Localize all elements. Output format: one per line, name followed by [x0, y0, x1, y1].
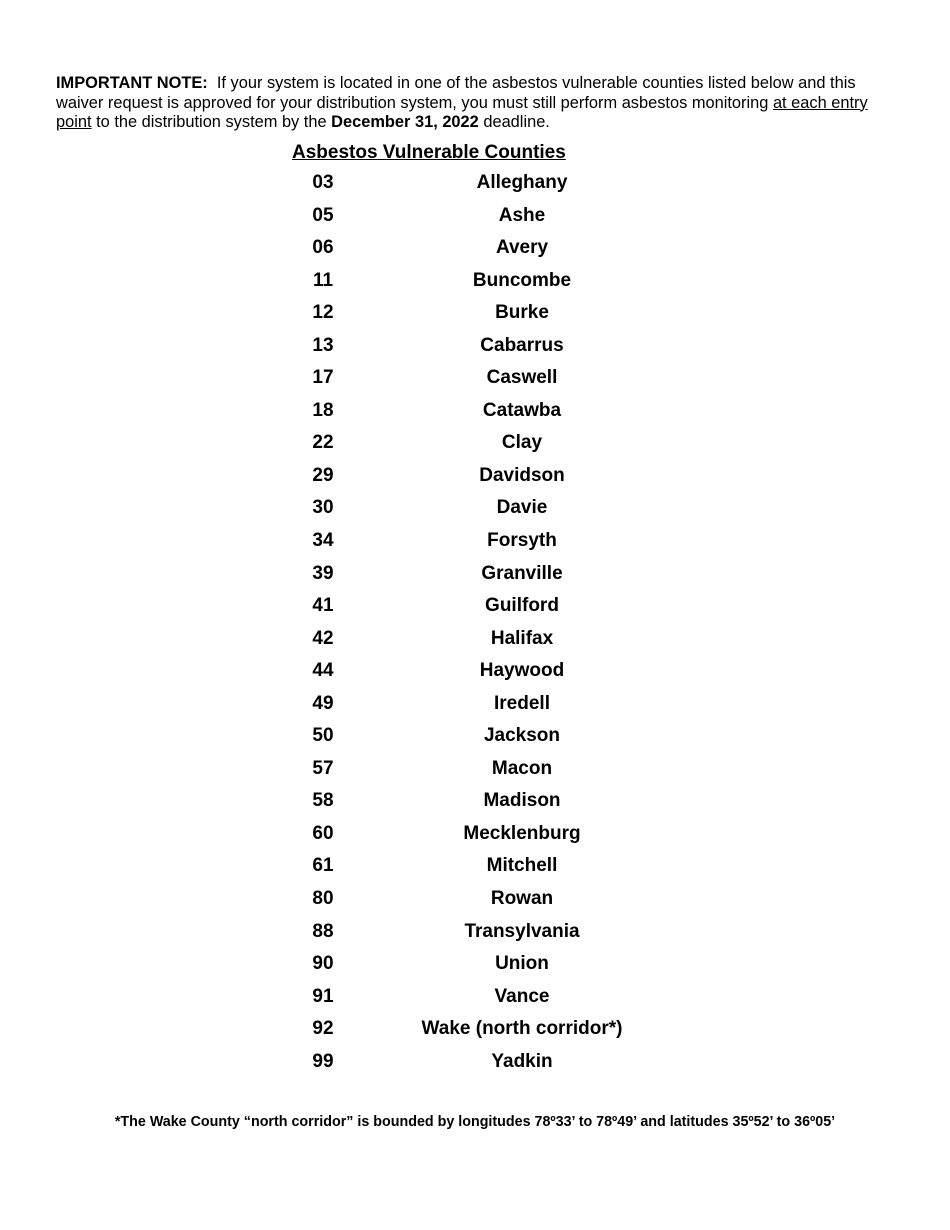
- table-row: [0, 461, 950, 494]
- table-title: Asbestos Vulnerable Counties: [292, 142, 566, 163]
- county-code: 50: [312, 725, 334, 747]
- county-name: Caswell: [486, 367, 558, 389]
- table-row: [0, 624, 950, 657]
- county-name: Rowan: [490, 888, 554, 910]
- table-row: [0, 851, 950, 884]
- county-code: 18: [312, 399, 334, 421]
- county-table: [0, 168, 950, 1079]
- county-name: Union: [495, 953, 549, 975]
- county-name: Guilford: [485, 595, 559, 617]
- table-row: [0, 689, 950, 722]
- county-code: 29: [312, 464, 334, 486]
- county-code: 22: [312, 432, 334, 454]
- county-name: Wake (north corridor*): [421, 1018, 623, 1040]
- county-name: Vance: [494, 985, 550, 1007]
- county-code: 39: [312, 562, 334, 584]
- county-name: Granville: [481, 562, 563, 584]
- county-name: Clay: [501, 432, 543, 454]
- table-row: [0, 721, 950, 754]
- table-row: [0, 201, 950, 234]
- table-row: [0, 1014, 950, 1047]
- entry-point-underlined: at each entry point: [56, 93, 868, 131]
- table-row: [0, 819, 950, 852]
- county-name: Macon: [491, 757, 553, 779]
- county-name: Transylvania: [464, 920, 580, 942]
- important-note: [56, 74, 906, 133]
- county-code: 03: [312, 172, 334, 193]
- table-row: [0, 266, 950, 299]
- table-row: [0, 754, 950, 787]
- county-code: 80: [312, 888, 334, 910]
- county-code: 05: [312, 204, 334, 226]
- county-name: Yadkin: [491, 1050, 553, 1072]
- table-row: [0, 493, 950, 526]
- table-row: [0, 526, 950, 559]
- footnote: *The Wake County “north corridor” is bounded by longitudes 78º33’ to 78º49’ and latitudes 35º52’ to 36º05’: [114, 1114, 836, 1130]
- county-code: 13: [312, 334, 334, 356]
- table-row: [0, 656, 950, 689]
- county-name: Cabarrus: [480, 334, 564, 356]
- county-name: Avery: [495, 237, 549, 259]
- table-row: [0, 233, 950, 266]
- county-code: 60: [312, 822, 334, 844]
- table-row: [0, 331, 950, 364]
- county-code: 91: [312, 985, 334, 1007]
- county-name: Ashe: [498, 204, 546, 226]
- important-note-text-3: deadline.: [478, 113, 550, 131]
- county-code: 61: [312, 855, 334, 877]
- county-name: Davidson: [479, 464, 565, 486]
- table-row: [0, 559, 950, 592]
- table-row: [0, 884, 950, 917]
- county-name: Buncombe: [472, 269, 572, 291]
- county-name: Jackson: [483, 725, 561, 747]
- deadline-date: December 31, 2022: [331, 113, 479, 131]
- county-code: 92: [312, 1018, 334, 1040]
- county-name: Catawba: [482, 399, 562, 421]
- table-row: [0, 949, 950, 982]
- important-note-label: IMPORTANT NOTE:: [56, 74, 208, 92]
- table-row: [0, 396, 950, 429]
- county-code: 88: [312, 920, 334, 942]
- county-code: 34: [312, 530, 334, 552]
- county-code: 17: [312, 367, 334, 389]
- county-name: Burke: [495, 302, 549, 324]
- county-name: Alleghany: [476, 172, 568, 193]
- county-name: Davie: [496, 497, 548, 519]
- county-name: Mitchell: [486, 855, 558, 877]
- county-name: Iredell: [494, 692, 550, 714]
- county-code: 11: [312, 269, 334, 291]
- important-note-text-2: to the distribution system by the: [91, 113, 332, 131]
- county-name: Haywood: [479, 660, 565, 682]
- table-row: [0, 1047, 950, 1080]
- table-row: [0, 428, 950, 461]
- county-name: Madison: [483, 790, 561, 812]
- county-code: 49: [312, 692, 334, 714]
- county-code: 57: [312, 757, 334, 779]
- county-name: Halifax: [490, 627, 554, 649]
- county-code: 44: [312, 660, 334, 682]
- county-code: 42: [312, 627, 334, 649]
- county-code: 12: [312, 302, 334, 324]
- table-row: [0, 917, 950, 950]
- table-row: [0, 298, 950, 331]
- county-code: 58: [312, 790, 334, 812]
- table-row: [0, 168, 950, 201]
- important-note-text-1: If your system is located in one of the asbestos vulnerable counties listed below and this waiver request is approved for your distribution system, you must still perform asbestos monitoring: [56, 74, 856, 112]
- county-code: 99: [312, 1050, 334, 1072]
- table-row: [0, 982, 950, 1015]
- county-code: 90: [312, 953, 334, 975]
- county-name: Forsyth: [487, 530, 557, 552]
- county-code: 41: [312, 595, 334, 617]
- table-row: [0, 363, 950, 396]
- county-name: Mecklenburg: [463, 822, 581, 844]
- county-code: 06: [312, 237, 334, 259]
- table-row: [0, 591, 950, 624]
- table-row: [0, 786, 950, 819]
- county-code: 30: [312, 497, 334, 519]
